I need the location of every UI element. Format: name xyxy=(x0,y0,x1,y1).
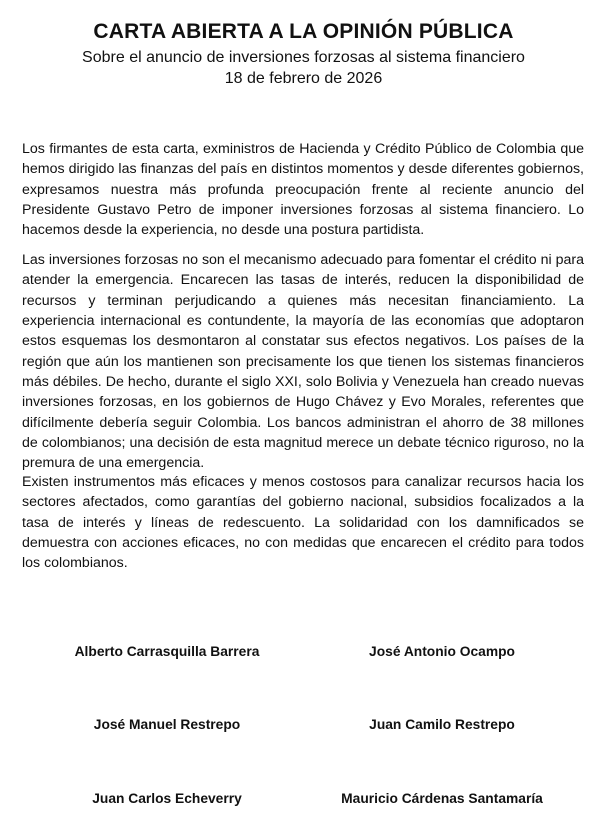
letter-paragraph-1: Los firmantes de esta carta, exministros de Hacienda y Crédito Público de Colombia que hemos dirigido las finanzas del país en distintos momentos y desde diferentes gobiernos, expresamos nuestra más profunda preocupación frente al reciente anuncio del Presidente Gustavo Petro de imponer inversiones forzosas al sistema financiero. Lo hacemos desde la experiencia, no desde una postura partidista. xyxy=(22,141,584,239)
letter-date: 18 de febrero de 2026 xyxy=(224,70,383,87)
letter-paragraph-3: Existen instrumentos más eficaces y menos costosos para canalizar recursos hacia los sectores afectados, como garantías del gobierno nacional, subsidios focalizados a la tasa de interés y líneas de redescuento. La solidaridad con los damnificados se demuestra con acciones eficaces, no con medidas que encarecen el crédito para todos los colombianos. xyxy=(22,474,584,572)
signatory-name: Juan Carlos Echeverry xyxy=(92,791,242,806)
signatory-name: José Antonio Ocampo xyxy=(369,644,515,659)
signatory-name: Alberto Carrasquilla Barrera xyxy=(74,644,260,659)
letter-title: CARTA ABIERTA A LA OPINIÓN PÚBLICA xyxy=(93,20,514,43)
letter-subtitle: Sobre el anuncio de inversiones forzosas al sistema financiero xyxy=(82,49,525,66)
signatory-name: Mauricio Cárdenas Santamaría xyxy=(341,791,543,806)
signatory-name: José Manuel Restrepo xyxy=(93,717,241,732)
signatory-name: Juan Camilo Restrepo xyxy=(369,717,515,732)
letter-paragraph-2: Las inversiones forzosas no son el mecanismo adecuado para fomentar el crédito ni para atender la emergencia. Encarecen las tasas de interés, reducen la disponibilidad de recursos y terminan perjudicando a quienes más necesitan financiamiento. La experiencia internacional es contundente, la mayoría de las economías que adoptaron estos esquemas los desmontaron al constatar sus efectos negativos. Los países de la región que aún los mantienen son precisamente los que tienen los sistemas financieros más débiles. De hecho, durante el siglo XXI, solo Bolivia y Venezuela han creado nuevas inversiones forzosas, en los gobiernos de Hugo Chávez y Evo Morales, referentes que difícilmente debería seguir Colombia. Los bancos administran el ahorro de 38 millones de colombianos; una decisión de esta magnitud merece un debate técnico riguroso, no la premura de una emergencia. xyxy=(22,252,584,472)
